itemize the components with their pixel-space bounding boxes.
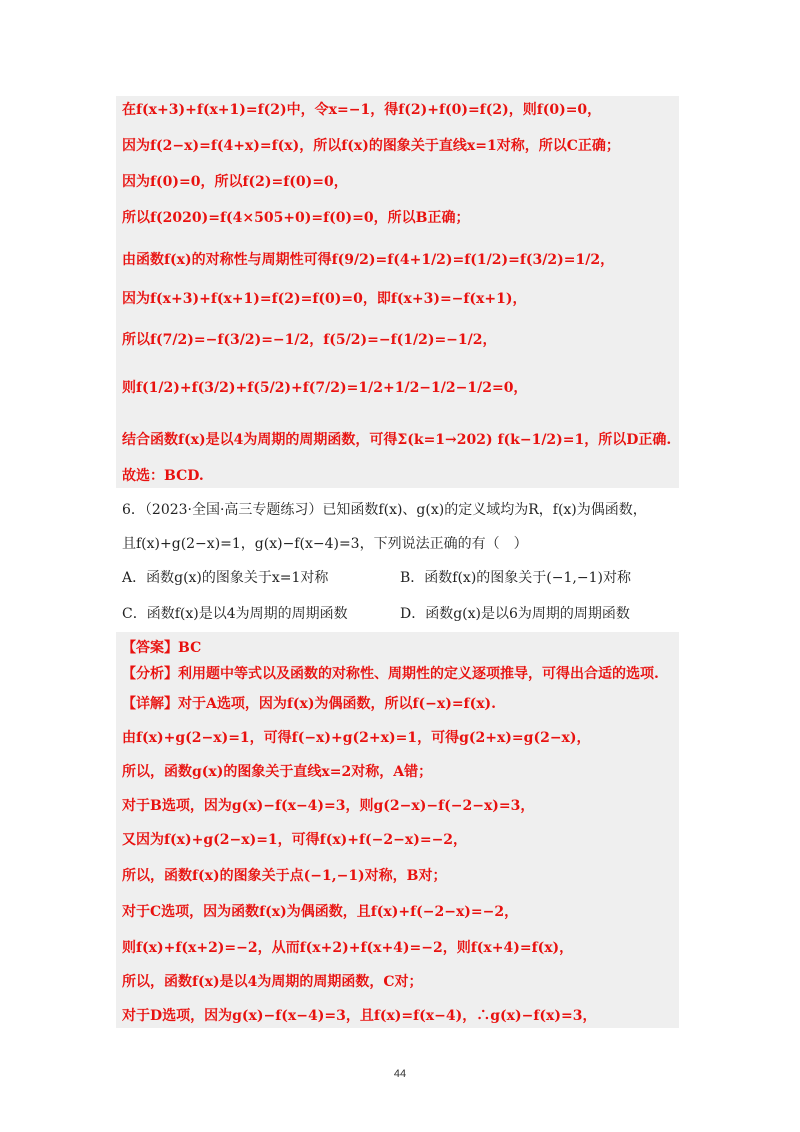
solution-line: 结合函数f(x)是以4为周期的周期函数，可得Σ(k=1→202) f(k−1/2)=1，所以D正确. <box>122 432 672 448</box>
answer-line: 【答案】BC <box>122 640 202 656</box>
solution-line: 因为f(x+3)+f(x+1)=f(2)=f(0)=0，即f(x+3)=−f(x+1)， <box>122 291 527 307</box>
detail-line: 所以，函数g(x)的图象关于直线x=2对称，A错； <box>122 764 433 780</box>
solution-line: 所以f(7/2)=−f(3/2)=−1/2，f(5/2)=−f(1/2)=−1/2， <box>122 332 497 348</box>
question-stem-line: 且f(x)+g(2−x)=1，g(x)−f(x−4)=3，下列说法正确的有（ ） <box>122 536 528 552</box>
analysis-line: 【分析】利用题中等式以及函数的对称性、周期性的定义逐项推导，可得出合适的选项. <box>122 666 659 682</box>
solution-line: 所以f(2020)=f(4×505+0)=f(0)=0，所以B正确； <box>122 210 470 226</box>
detail-line: 所以，函数f(x)的图象关于点(−1,−1)对称，B对； <box>122 868 447 884</box>
solution-line: 因为f(2−x)=f(4+x)=f(x)，所以f(x)的图象关于直线x=1对称，所以C正确； <box>122 138 620 154</box>
detail-line: 又因为f(x)+g(2−x)=1，可得f(x)+f(−2−x)=−2， <box>122 832 468 848</box>
option-c: C．函数f(x)是以4为周期的周期函数 <box>122 606 348 622</box>
detail-line: 对于B选项，因为g(x)−f(x−4)=3，则g(2−x)−f(−2−x)=3， <box>122 798 535 814</box>
detail-line: 由f(x)+g(2−x)=1，可得f(−x)+g(2+x)=1，可得g(2+x)=g(2−x)， <box>122 730 591 746</box>
option-b: B．函数f(x)的图象关于(−1,−1)对称 <box>400 570 631 586</box>
solution-line: 则f(1/2)+f(3/2)+f(5/2)+f(7/2)=1/2+1/2−1/2−1/2=0， <box>122 380 528 396</box>
page-number: 44 <box>393 1068 407 1080</box>
detail-line: 对于D选项，因为g(x)−f(x−4)=3，且f(x)=f(x−4)，∴g(x)−f(x)=3， <box>122 1008 597 1024</box>
question-stem-line: 6．（2023·全国·高三专题练习）已知函数f(x)、g(x)的定义域均为R，f(x)为偶函数， <box>122 502 647 518</box>
detail-line: 所以，函数f(x)是以4为周期的周期函数，C对； <box>122 974 423 990</box>
solution-line: 因为f(0)=0，所以f(2)=f(0)=0， <box>122 174 348 190</box>
detail-line: 【详解】对于A选项，因为f(x)为偶函数，所以f(−x)=f(x). <box>122 696 497 712</box>
solution-line: 在f(x+3)+f(x+1)=f(2)中，令x=−1，得f(2)+f(0)=f(2)，则f(0)=0， <box>122 102 602 118</box>
solution-line: 故选：BCD. <box>122 468 204 484</box>
option-a: A．函数g(x)的图象关于x=1对称 <box>122 570 329 586</box>
detail-line: 对于C选项，因为函数f(x)为偶函数，且f(x)+f(−2−x)=−2， <box>122 904 519 920</box>
detail-line: 则f(x)+f(x+2)=−2，从而f(x+2)+f(x+4)=−2，则f(x+4)=f(x)， <box>122 940 574 956</box>
solution-line: 由函数f(x)的对称性与周期性可得f(9/2)=f(4+1/2)=f(1/2)=f(3/2)=1/2， <box>122 252 615 268</box>
option-d: D．函数g(x)是以6为周期的周期函数 <box>400 606 630 622</box>
